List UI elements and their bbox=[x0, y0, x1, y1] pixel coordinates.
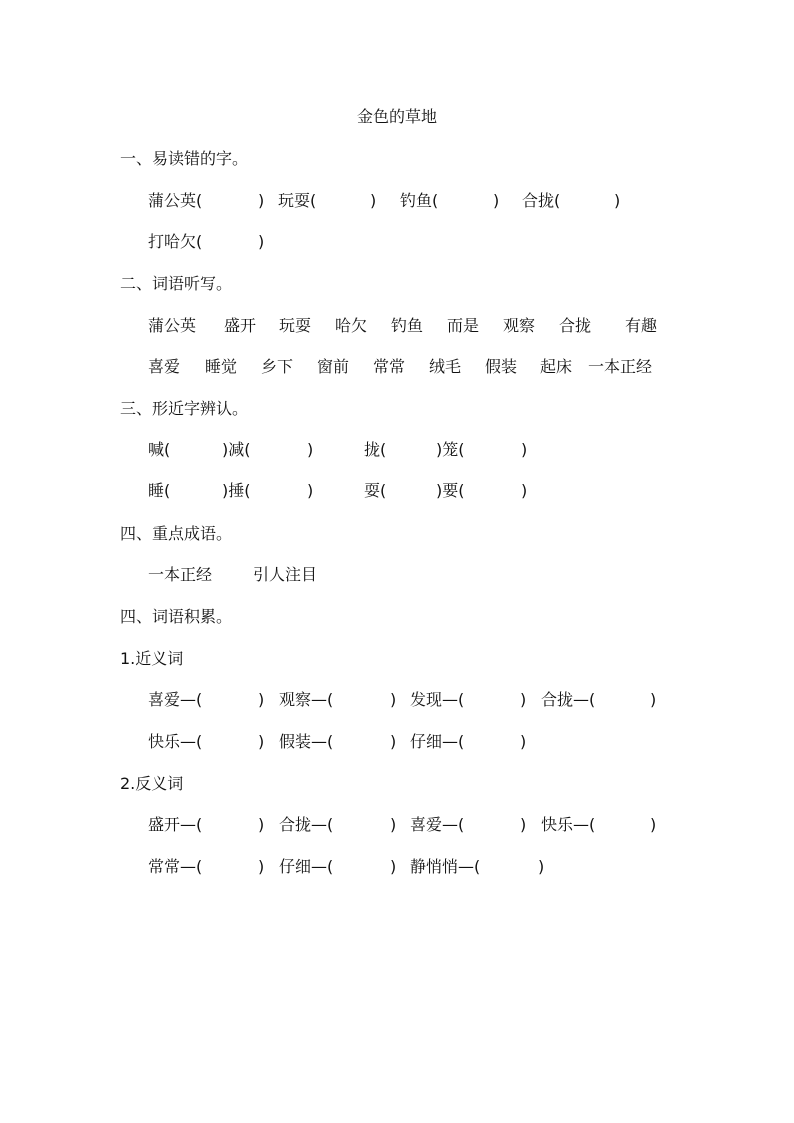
dictation-word: 起床 bbox=[540, 357, 573, 376]
close-paren: ) bbox=[520, 732, 527, 751]
idiom: 一本正经 bbox=[148, 565, 213, 584]
close-paren: ) bbox=[520, 815, 527, 834]
close-paren: ) bbox=[390, 857, 397, 876]
dictation-word: 哈欠 bbox=[335, 316, 368, 335]
dictation-word: 钓鱼 bbox=[391, 316, 424, 335]
close-paren: ) bbox=[614, 191, 621, 210]
dictation-word: 合拢 bbox=[559, 316, 592, 335]
page-title: 金色的草地 bbox=[356, 107, 437, 126]
close-paren: ) bbox=[390, 732, 397, 751]
word-prompt: 假装—( bbox=[279, 732, 334, 751]
subheading-antonyms: 2.反义词 bbox=[120, 774, 184, 793]
char-prompt: 耍( bbox=[364, 481, 387, 500]
char-prompt: )要( bbox=[436, 481, 465, 500]
section-heading-1: 一、易读错的字。 bbox=[120, 149, 249, 168]
word-prompt: 合拢( bbox=[522, 191, 561, 210]
section-heading-2: 二、词语听写。 bbox=[120, 274, 233, 293]
dictation-word: 玩耍 bbox=[279, 316, 312, 335]
word-prompt: 常常—( bbox=[148, 857, 203, 876]
section-heading-4: 四、重点成语。 bbox=[120, 524, 233, 543]
word-prompt: 盛开—( bbox=[148, 815, 203, 834]
word-prompt: 发现—( bbox=[410, 690, 465, 709]
synonyms-row-2 bbox=[148, 729, 794, 755]
word-prompt: 合拢—( bbox=[541, 690, 596, 709]
dictation-word: 窗前 bbox=[317, 357, 350, 376]
word-prompt: 快乐—( bbox=[148, 732, 203, 751]
close-paren: ) bbox=[650, 690, 657, 709]
word-prompt: 钓鱼( bbox=[400, 191, 439, 210]
word-prompt: 仔细—( bbox=[279, 857, 334, 876]
word-prompt: 玩耍( bbox=[278, 191, 317, 210]
section-3-row-1 bbox=[148, 437, 794, 463]
close-paren: ) bbox=[258, 191, 265, 210]
section-2-row-1 bbox=[148, 313, 794, 339]
word-prompt: 观察—( bbox=[279, 690, 334, 709]
word-prompt: 快乐—( bbox=[541, 815, 596, 834]
word-prompt: 蒲公英( bbox=[148, 191, 203, 210]
section-3-row-2 bbox=[148, 478, 794, 504]
close-paren: ) bbox=[258, 815, 265, 834]
antonyms-row-2 bbox=[148, 854, 794, 880]
dictation-word: 观察 bbox=[503, 316, 536, 335]
word-prompt: 合拢—( bbox=[279, 815, 334, 834]
char-prompt: 拢( bbox=[364, 440, 387, 459]
dictation-word: 绒毛 bbox=[429, 357, 462, 376]
close-paren: ) bbox=[538, 857, 545, 876]
word-prompt: 喜爱—( bbox=[410, 815, 465, 834]
section-heading-5: 四、词语积累。 bbox=[120, 607, 233, 626]
section-4-row-1 bbox=[148, 562, 794, 588]
antonyms-row-1 bbox=[148, 812, 794, 838]
section-heading-3: 三、形近字辨认。 bbox=[120, 399, 249, 418]
word-prompt: 静悄悄—( bbox=[410, 857, 481, 876]
word-prompt: 打哈欠( bbox=[148, 232, 203, 251]
dictation-word: 假装 bbox=[485, 357, 518, 376]
close-paren: ) bbox=[258, 690, 265, 709]
close-paren: ) bbox=[258, 857, 265, 876]
close-paren: ) bbox=[493, 191, 500, 210]
char-prompt: 喊( bbox=[148, 440, 171, 459]
dictation-word: 蒲公英 bbox=[148, 316, 197, 335]
word-prompt: 喜爱—( bbox=[148, 690, 203, 709]
close-paren: ) bbox=[390, 690, 397, 709]
dictation-word: 而是 bbox=[447, 316, 480, 335]
char-prompt: )捶( bbox=[222, 481, 251, 500]
close-paren: ) bbox=[521, 440, 528, 459]
dictation-word: 一本正经 bbox=[588, 357, 653, 376]
synonyms-row-1 bbox=[148, 687, 794, 713]
char-prompt: )减( bbox=[222, 440, 251, 459]
close-paren: ) bbox=[258, 232, 265, 251]
subheading-synonyms: 1.近义词 bbox=[120, 649, 184, 668]
word-prompt: 仔细—( bbox=[410, 732, 465, 751]
idiom: 引人注目 bbox=[253, 565, 318, 584]
close-paren: ) bbox=[650, 815, 657, 834]
section-2-row-2 bbox=[148, 354, 794, 380]
dictation-word: 有趣 bbox=[625, 316, 658, 335]
close-paren: ) bbox=[520, 690, 527, 709]
section-1-row-1 bbox=[148, 188, 794, 214]
close-paren: ) bbox=[390, 815, 397, 834]
close-paren: ) bbox=[370, 191, 377, 210]
close-paren: ) bbox=[258, 732, 265, 751]
dictation-word: 乡下 bbox=[261, 357, 294, 376]
char-prompt: 睡( bbox=[148, 481, 171, 500]
dictation-word: 盛开 bbox=[224, 316, 257, 335]
char-prompt: )笼( bbox=[436, 440, 465, 459]
dictation-word: 喜爱 bbox=[148, 357, 181, 376]
dictation-word: 常常 bbox=[373, 357, 406, 376]
close-paren: ) bbox=[307, 481, 314, 500]
close-paren: ) bbox=[307, 440, 314, 459]
section-1-row-2 bbox=[148, 229, 794, 255]
dictation-word: 睡觉 bbox=[205, 357, 238, 376]
close-paren: ) bbox=[521, 481, 528, 500]
